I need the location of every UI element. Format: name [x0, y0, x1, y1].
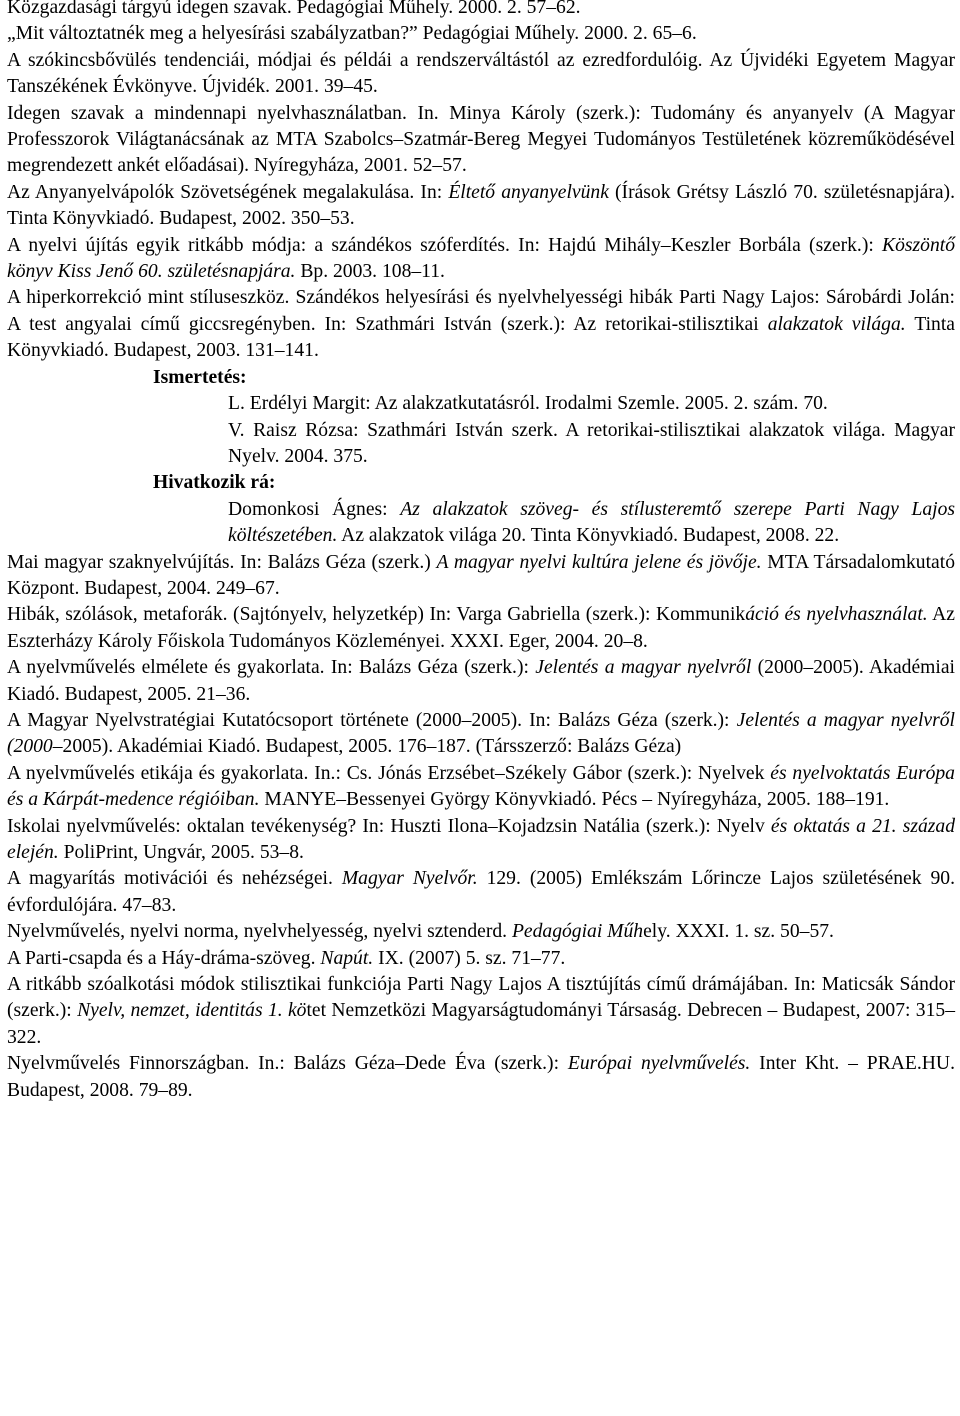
- entry-italic: Nyelv, nemzet, identitás 1. kö: [77, 1000, 307, 1022]
- bib-entry: [7, 602, 955, 655]
- bib-entry: [7, 708, 955, 761]
- entry-italic: Jelentés a magyar nyelvről (2000–: [7, 709, 955, 758]
- bib-entry: [7, 180, 955, 233]
- entry-text: Inter Kht. – PRAE.HU. Budapest, 2008. 79–89.: [7, 1053, 955, 1101]
- bib-entry: [7, 866, 955, 919]
- entry-text: 129. (2005) Emlékszám Lőrincze Lajos születésének 90. évfordulójára. 47–83.: [7, 868, 955, 916]
- review-item: V. Raisz Rózsa: Szathmári István szerk. A retorikai-stilisztikai alakzatok világa. Magyar Nyelv. 2004. 375.: [228, 419, 955, 467]
- entry-text: Tinta Könyvkiadó. Budapest, 2003. 131–141.: [7, 313, 955, 362]
- entry-italic: és oktatás a 21. század elején.: [7, 815, 955, 863]
- citation-item: [228, 497, 955, 550]
- entry-italic: Az alakzatok szöveg- és stílusteremtő szerepe Parti Nagy Lajos költészetében.: [228, 498, 955, 547]
- entry-text: Az Eszterházy Károly Főiskola Tudományos Közleményei. XXXI. Eger, 2004. 20–8.: [7, 604, 955, 652]
- entry-italic: és nyelvoktatás Európa és a Kárpát-medence régióiban.: [7, 762, 955, 811]
- bib-entry: [7, 946, 955, 972]
- review-item: L. Erdélyi Margit: Az alakzatkutatásról. Irodalmi Szemle. 2005. 2. szám. 70.: [228, 393, 828, 415]
- entry-italic: Jelentés a magyar nyelvről: [535, 657, 752, 679]
- entry-text: tet Nemzetközi Magyarságtudományi Társaság. Debrecen – Budapest, 2007: 315–322.: [7, 1000, 955, 1048]
- bib-entry: [7, 761, 955, 814]
- entry-text: (Írások Grétsy László 70. születésnapjára). Tinta Könyvkiadó. Budapest, 2002. 350–53.: [7, 181, 955, 230]
- entry-italic: A magyar nyelvi kultúra jelene és jövője.: [436, 551, 762, 573]
- entry-text: Domonkosi Ágnes:: [228, 498, 401, 520]
- entry-italic: Köszöntő könyv Kiss Jenő 60. születésnapjára.: [7, 234, 955, 283]
- entry-text: IX. (2007) 5. sz. 71–77.: [373, 947, 566, 969]
- entry-italic: Napút.: [320, 947, 374, 969]
- bib-entry: [7, 972, 955, 1051]
- entry-italic: Pedagógiai Műh: [511, 921, 644, 943]
- entry-italic: Éltető anyanyelvünk: [448, 181, 609, 203]
- entry-text: PoliPrint, Ungvár, 2005. 53–8.: [58, 842, 304, 863]
- review-heading: Ismertetés:: [153, 366, 247, 388]
- entry-text: Hibák, szólások, metaforák. (Sajtónyelv, helyzetkép) In: Varga Gabriella (szerk.): Kommunik: [7, 604, 746, 626]
- bibliography: [7, 0, 955, 1104]
- bib-entry: [7, 919, 955, 945]
- entry-text: Idegen szavak a mindennapi nyelvhasználatban. In. Minya Károly (szerk.): Tudomány és anyanyelv (A Magyar Professzorok Világtanácsának az MTA Szabolcs–Szatmár-Bereg Megyei Tudományos Testületének közreműködésével megrendezett ankét előadásai). Nyíregyháza, 2001. 52–57.: [7, 102, 955, 177]
- entry-italic: áció és nyelvhasználat.: [745, 604, 928, 626]
- bib-entry: [7, 233, 955, 286]
- entry-text: A magyarítás motivációi és nehézségei.: [7, 868, 342, 890]
- bib-entry: [7, 1051, 955, 1104]
- entry-text: Bp. 2003. 108–11.: [295, 261, 445, 283]
- citation-heading: Hivatkozik rá:: [153, 472, 276, 494]
- entry-text: (2000–2005). Akadémiai Kiadó. Budapest, 2005. 21–36.: [7, 657, 955, 705]
- entry-text: 2005). Akadémiai Kiadó. Budapest, 2005. 176–187. (Társszerző: Balázs Géza): [62, 736, 682, 758]
- entry-text: A ritkább szóalkotási módok stilisztikai funkciója Parti Nagy Lajos A tisztújítás című drámájában. In: Maticsák Sándor (szerk.):: [7, 974, 955, 1022]
- bib-entry: [7, 655, 955, 708]
- entry-italic: alakzatok világa.: [767, 313, 906, 335]
- bib-entry: [7, 0, 955, 21]
- entry-text: Nyelvművelés, nyelvi norma, nyelvhelyesség, nyelvi sztenderd.: [7, 921, 512, 943]
- bib-entry: [7, 21, 955, 47]
- entry-text: Az alakzatok világa 20. Tinta Könyvkiadó. Budapest, 2008. 22.: [337, 525, 840, 547]
- bib-entry: [7, 101, 955, 180]
- entry-text: Mai magyar szaknyelvújítás. In: Balázs Géza (szerk.): [7, 551, 437, 573]
- entry-text: Az Anyanyelvápolók Szövetségének megalakulása. In:: [7, 181, 449, 203]
- entry-text: A hiperkorrekció mint stíluseszköz. Szándékos helyesírási és nyelvhelyességi hibák Parti Nagy Lajos: Sárobárdi Jolán: A test angyalai című giccsregényben. In: Szathmári István (szerk.): Az retorikai-stilisztikai: [7, 287, 955, 335]
- bib-entry: [7, 814, 955, 867]
- bib-entry: [7, 285, 955, 364]
- entry-text: A Parti-csapda és a Háy-dráma-szöveg.: [7, 947, 321, 969]
- entry-italic: Európai nyelvművelés.: [567, 1053, 751, 1075]
- entry-text: Közgazdasági tárgyú idegen szavak. Pedagógiai Műhely. 2000. 2. 57–62.: [7, 0, 581, 18]
- entry-text: A nyelvművelés etikája és gyakorlata. In.: Cs. Jónás Erzsébet–Székely Gábor (szerk.): Nyelvek: [7, 762, 771, 784]
- entry-text: Iskolai nyelvművelés: oktalan tevékenység? In: Huszti Ilona–Kojadzsin Natália (szerk.): Nyelv: [7, 815, 771, 837]
- entry-text: MTA Társadalomkutató Központ. Budapest, 2004. 249–67.: [7, 551, 955, 599]
- bib-entry: [7, 48, 955, 101]
- entry-text: Nyelvművelés Finnországban. In.: Balázs Géza–Dede Éva (szerk.):: [7, 1053, 568, 1075]
- entry-text: A nyelvművelés elmélete és gyakorlata. In: Balázs Géza (szerk.):: [7, 657, 536, 679]
- entry-text: ely. XXXI. 1. sz. 50–57.: [643, 921, 834, 943]
- entry-text: A Magyar Nyelvstratégiai Kutatócsoport története (2000–2005). In: Balázs Géza (szerk.):: [7, 709, 737, 731]
- entry-text: A nyelvi újítás egyik ritkább módja: a szándékos szóferdítés. In: Hajdú Mihály–Keszler Borbála (szerk.):: [7, 234, 883, 256]
- entry-italic: Magyar Nyelvőr.: [341, 868, 478, 890]
- entry-text: A szókincsbővülés tendenciái, módjai és példái a rendszerváltástól az ezredfordulóig. Az Újvidéki Egyetem Magyar Tanszékének Évkönyve. Újvidék. 2001. 39–45.: [7, 49, 955, 98]
- entry-text: MANYE–Bessenyei György Könyvkiadó. Pécs – Nyíregyháza, 2005. 188–191.: [259, 789, 890, 811]
- entry-text: „Mit változtatnék meg a helyesírási szabályzatban?” Pedagógiai Műhely. 2000. 2. 65–6.: [7, 23, 697, 45]
- bib-entry: [7, 550, 955, 603]
